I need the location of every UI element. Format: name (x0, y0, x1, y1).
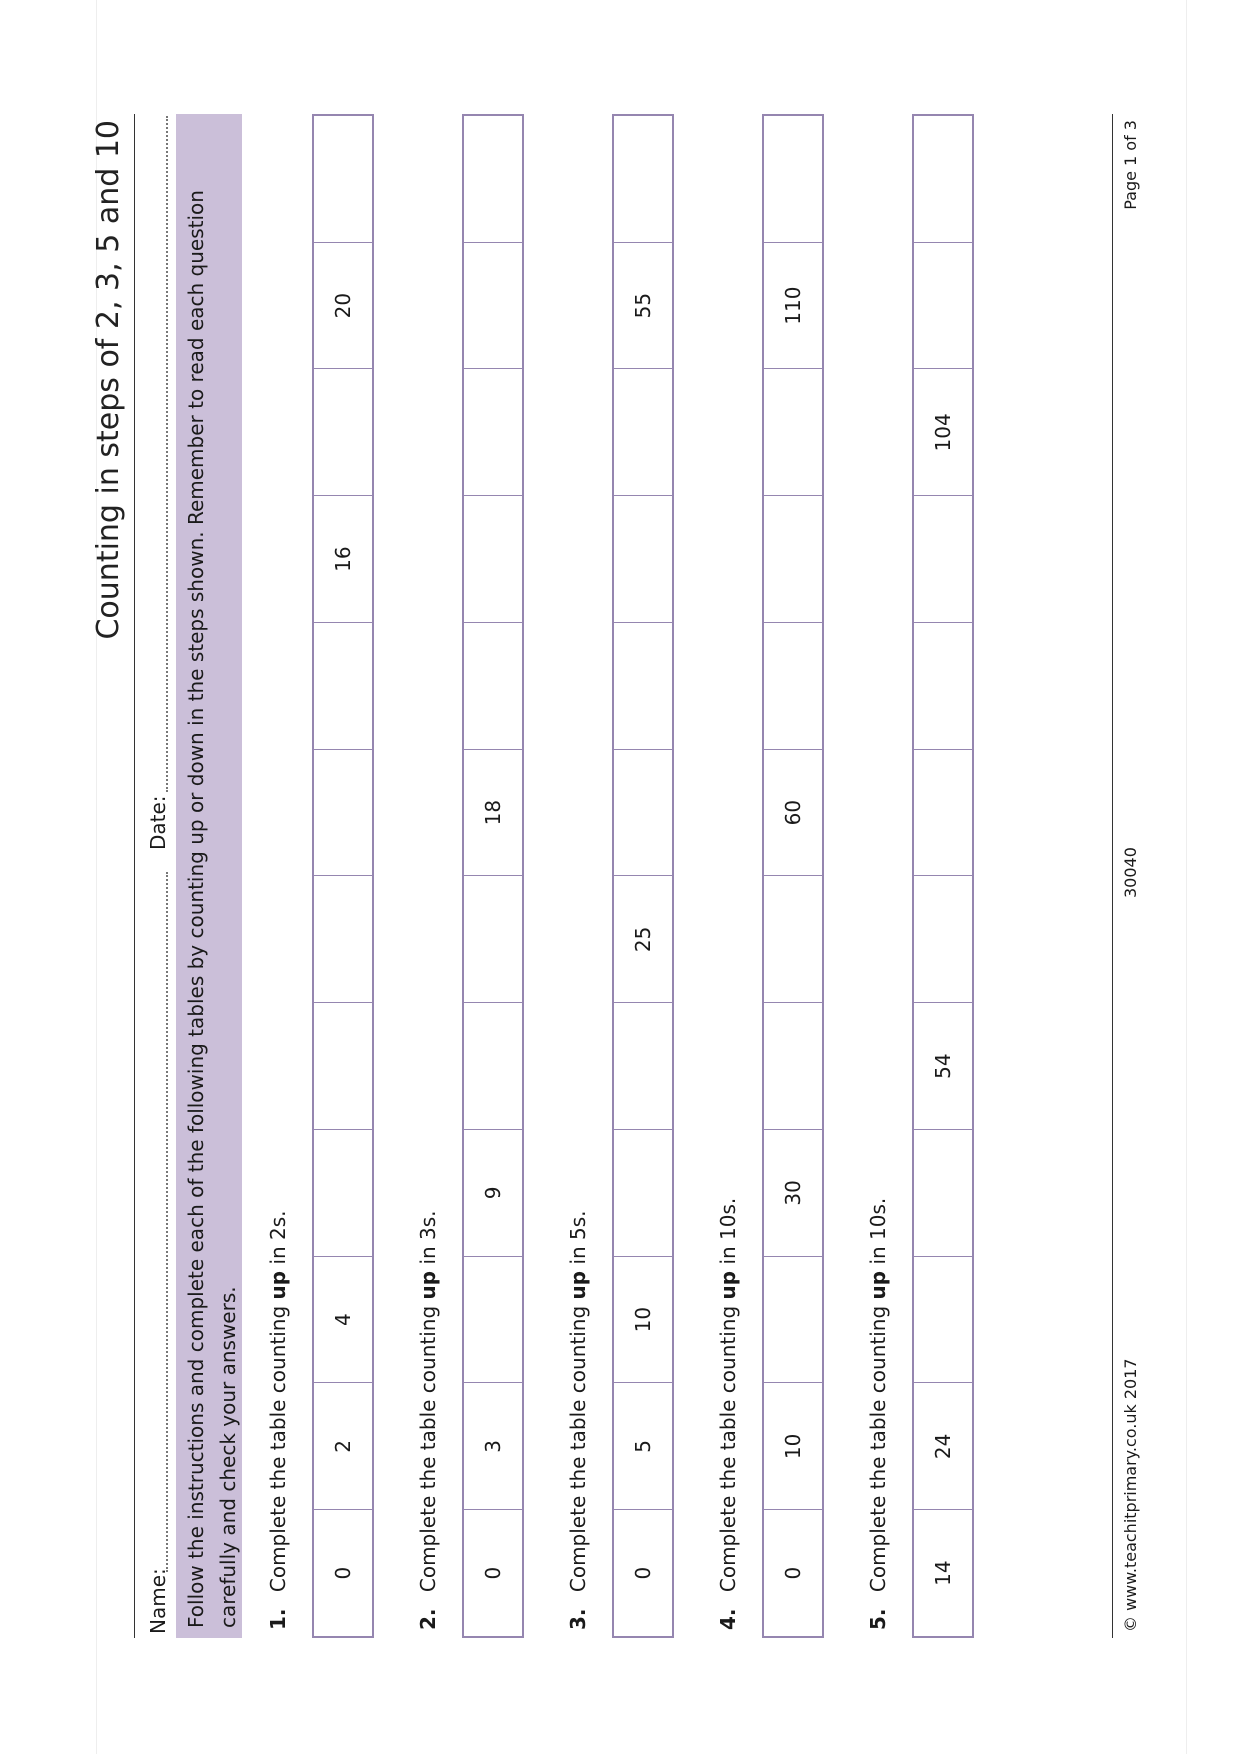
question-1-label: 1. Complete the table counting up in 2s. (266, 1210, 290, 1630)
answer-cell[interactable]: 30 (764, 1130, 822, 1257)
answer-cell[interactable] (464, 1003, 522, 1130)
answer-cell[interactable] (764, 623, 822, 750)
answer-cell[interactable] (464, 370, 522, 497)
question-2-table (462, 114, 524, 1638)
answer-cell[interactable]: 0 (331, 1566, 355, 1580)
answer-cell[interactable]: 0 (481, 1566, 505, 1580)
answer-cell[interactable] (614, 1003, 672, 1130)
answer-cell[interactable]: 55 (614, 243, 672, 370)
answer-cell[interactable]: 60 (764, 750, 822, 877)
answer-cell[interactable]: 110 (764, 243, 822, 370)
answer-cell[interactable]: 54 (914, 1003, 972, 1130)
answer-cell[interactable]: 0 (631, 1566, 655, 1580)
answer-cell[interactable] (464, 496, 522, 623)
answer-cell[interactable] (764, 877, 822, 1004)
answer-cell[interactable]: 2 (314, 1384, 372, 1511)
answer-cell[interactable] (614, 496, 672, 623)
answer-cell[interactable] (614, 750, 672, 877)
answer-cell[interactable] (314, 877, 372, 1004)
answer-cell[interactable]: 16 (314, 496, 372, 623)
date-label: Date: (146, 795, 170, 850)
answer-cell[interactable] (914, 496, 972, 623)
answer-cell[interactable] (464, 623, 522, 750)
question-5-label: 5. Complete the table counting up in 10s. (866, 1197, 890, 1630)
answer-cell[interactable] (614, 370, 672, 497)
footer (1112, 114, 1147, 1638)
answer-cell[interactable]: 4 (314, 1257, 372, 1384)
name-date-line (140, 114, 174, 1638)
page-number: Page 1 of 3 (1121, 120, 1140, 210)
answer-cell[interactable] (314, 750, 372, 877)
answer-cell[interactable]: 20 (314, 243, 372, 370)
answer-cell[interactable] (464, 877, 522, 1004)
answer-cell[interactable] (314, 370, 372, 497)
question-3-table (612, 114, 674, 1638)
header (80, 114, 135, 1638)
answer-cell[interactable] (314, 623, 372, 750)
answer-cell[interactable]: 5 (614, 1384, 672, 1511)
answer-cell[interactable] (914, 243, 972, 370)
answer-cell[interactable]: 18 (464, 750, 522, 877)
answer-cell[interactable] (764, 370, 822, 497)
answer-cell[interactable] (614, 116, 672, 243)
answer-cell[interactable] (614, 1130, 672, 1257)
answer-cell[interactable]: 104 (914, 370, 972, 497)
answer-cell[interactable] (764, 1003, 822, 1130)
answer-cell[interactable] (914, 623, 972, 750)
answer-cell[interactable] (464, 1257, 522, 1384)
instructions-box: Follow the instructions and complete each of the following tables by counting up or down in the steps shown. Remember to read each question carefully and check your answers. (176, 114, 242, 1638)
question-1-table (312, 114, 374, 1638)
name-field[interactable] (166, 872, 168, 1572)
answer-cell[interactable]: 14 (931, 1560, 955, 1586)
answer-cell[interactable] (614, 623, 672, 750)
answer-cell[interactable] (314, 1003, 372, 1130)
answer-cell[interactable] (314, 1130, 372, 1257)
name-label: Name: (146, 1568, 170, 1634)
answer-cell[interactable] (464, 243, 522, 370)
answer-cell[interactable] (764, 496, 822, 623)
answer-cell[interactable]: 24 (914, 1384, 972, 1511)
answer-cell[interactable] (764, 116, 822, 243)
answer-cell[interactable] (914, 116, 972, 243)
answer-cell[interactable] (914, 750, 972, 877)
answer-cell[interactable] (464, 116, 522, 243)
question-5-table (912, 114, 974, 1638)
answer-cell[interactable] (914, 1257, 972, 1384)
answer-cell[interactable]: 0 (781, 1566, 805, 1580)
resource-code: 30040 (1121, 847, 1140, 898)
answer-cell[interactable] (764, 1257, 822, 1384)
question-4-table (762, 114, 824, 1638)
page-title: Counting in steps of 2, 3, 5 and 10 (91, 120, 126, 640)
answer-cell[interactable]: 25 (614, 877, 672, 1004)
answer-cell[interactable] (914, 877, 972, 1004)
answer-cell[interactable]: 3 (464, 1384, 522, 1511)
answer-cell[interactable] (314, 116, 372, 243)
copyright-text: © www.teachitprimary.co.uk 2017 (1121, 1358, 1140, 1632)
answer-cell[interactable]: 10 (614, 1257, 672, 1384)
answer-cell[interactable]: 10 (764, 1384, 822, 1511)
answer-cell[interactable]: 9 (464, 1130, 522, 1257)
question-2-label: 2. Complete the table counting up in 3s. (416, 1210, 440, 1630)
answer-cell[interactable] (914, 1130, 972, 1257)
question-3-label: 3. Complete the table counting up in 5s. (566, 1210, 590, 1630)
question-4-label: 4. Complete the table counting up in 10s. (716, 1197, 740, 1630)
date-field[interactable] (166, 116, 168, 792)
